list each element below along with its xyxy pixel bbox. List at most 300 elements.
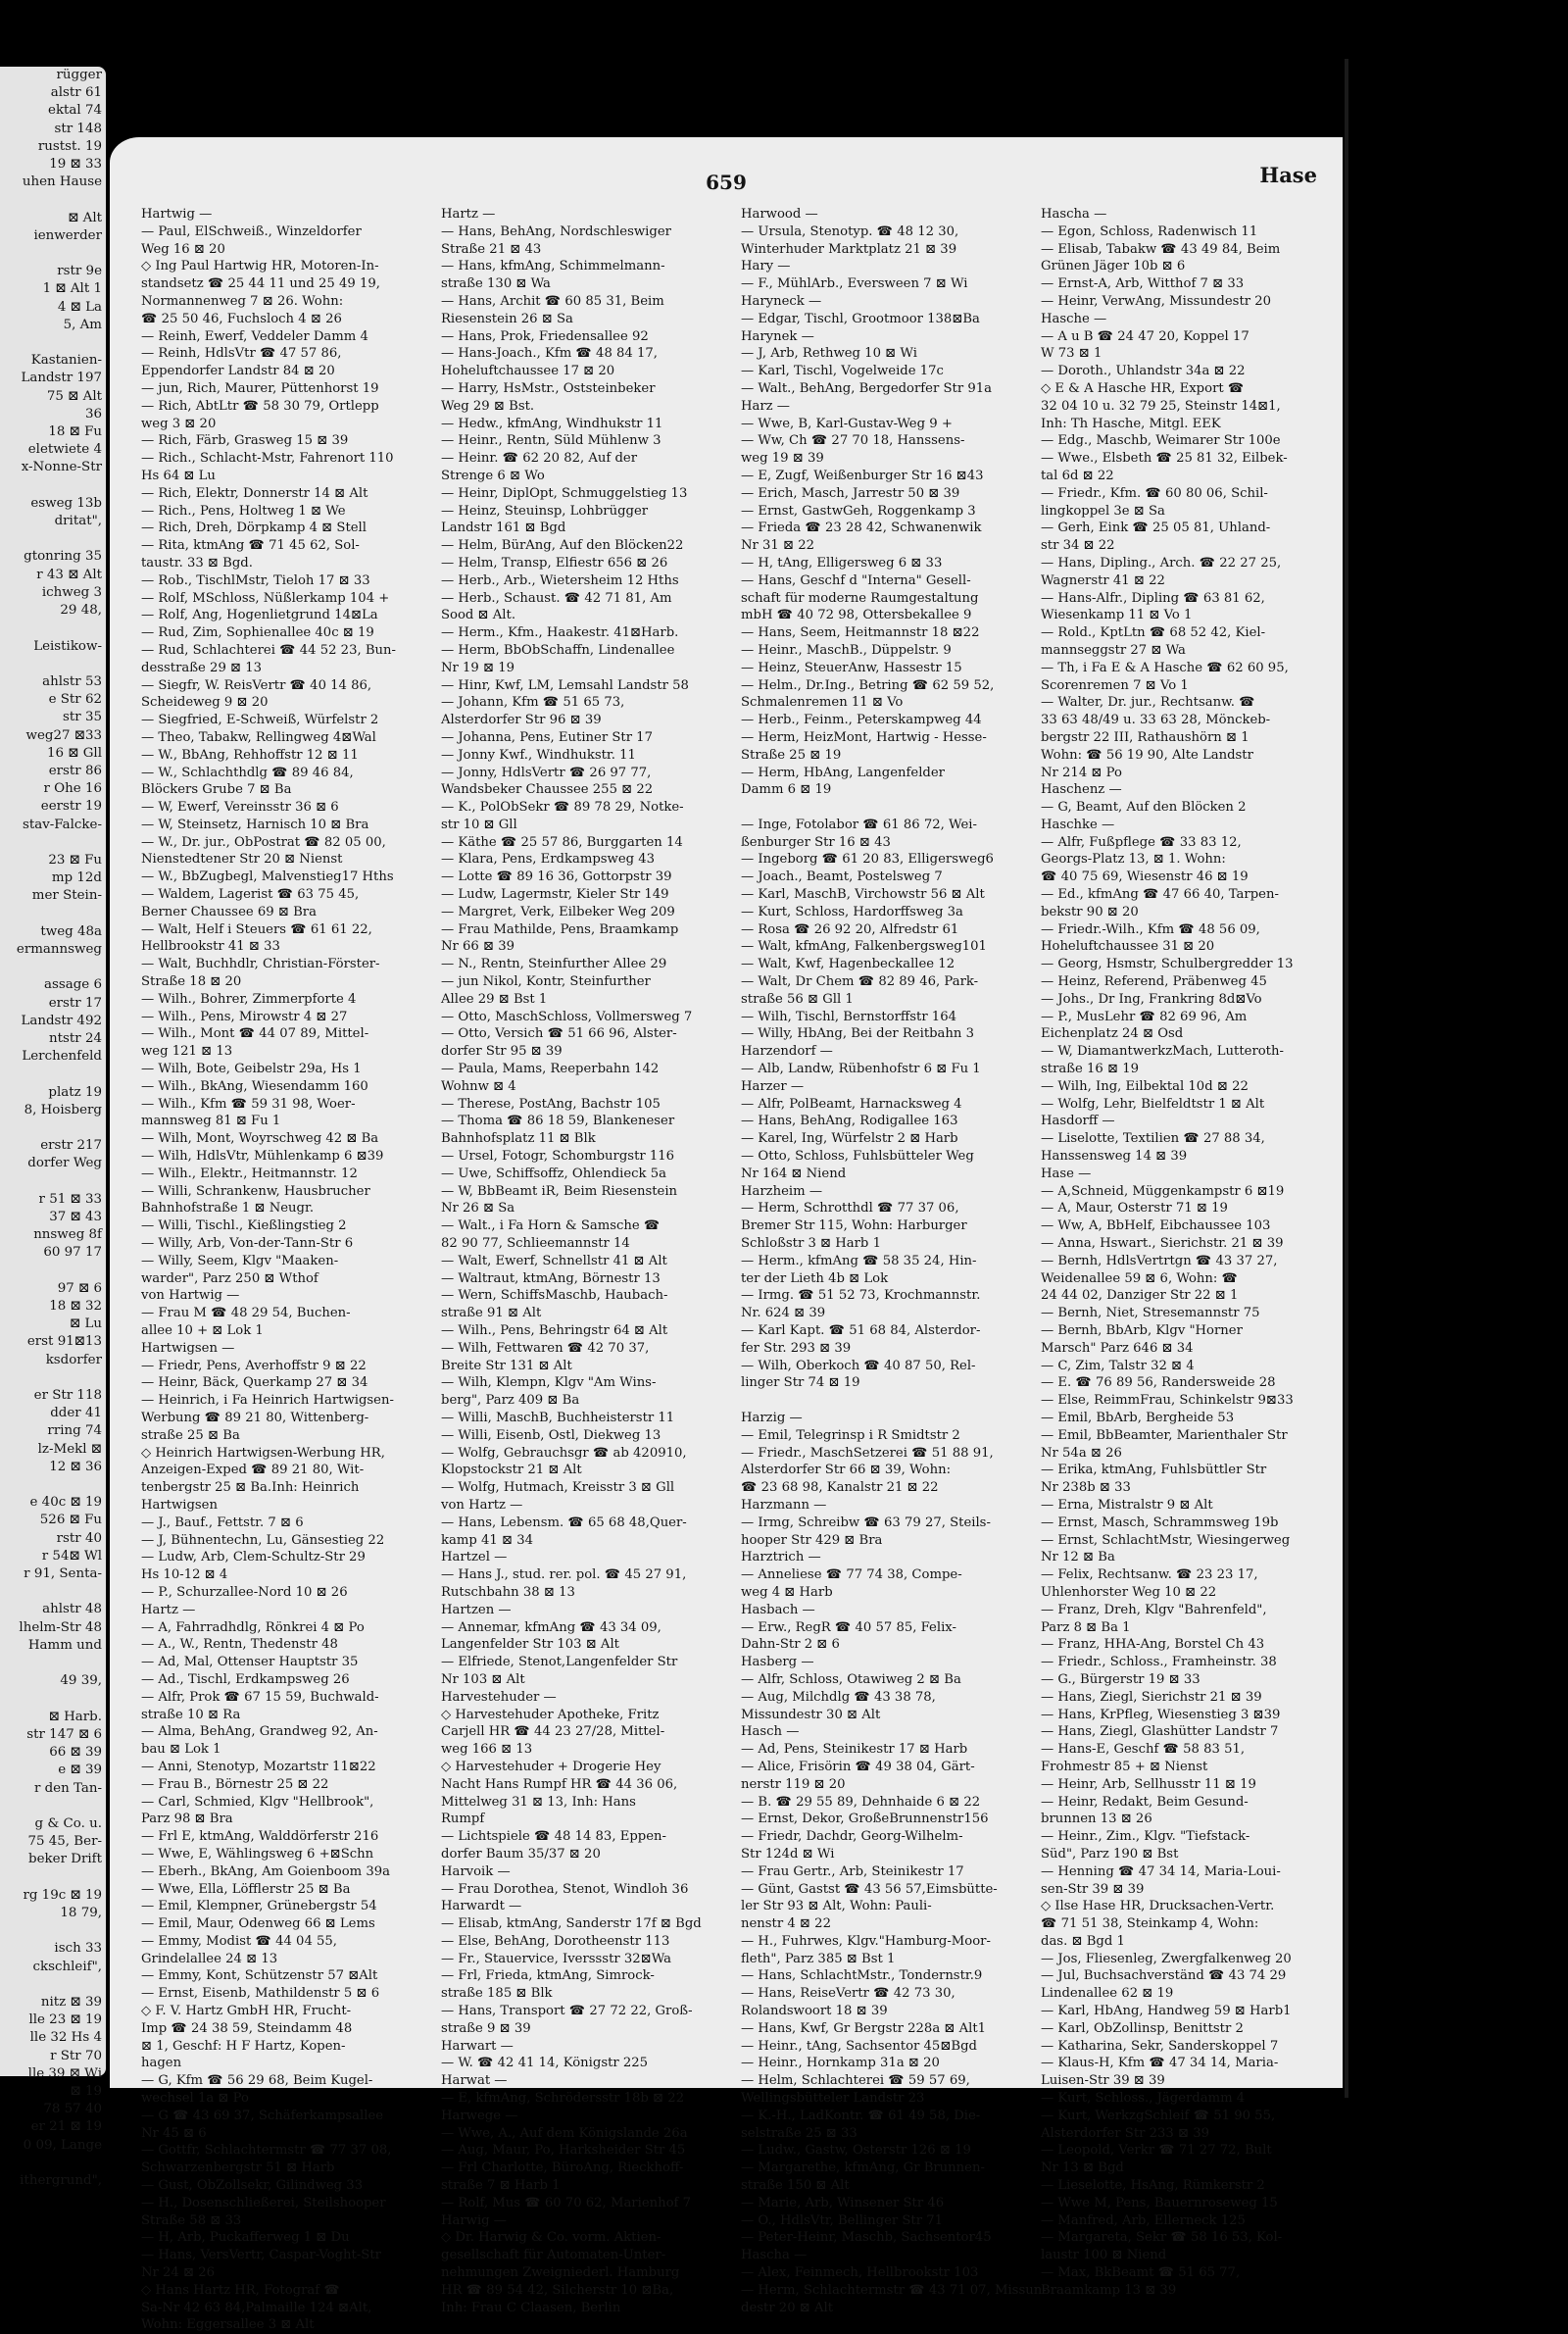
directory-entry-line: Hellbrookstr 41 ⊠ 33 <box>141 939 280 955</box>
left-page-margin <box>0 67 106 2188</box>
column-3 <box>741 206 1047 2315</box>
directory-entry-line: Riesenstein 26 ⊠ Sa <box>441 311 573 326</box>
left-page-fragment: rügger <box>56 68 102 82</box>
directory-entry-line: — Alex, Feinmech, Hellbrookstr 103 <box>741 2265 979 2281</box>
directory-entry-line: nehmungen Zweigniederl. Hamburg <box>441 2265 680 2281</box>
directory-entry-line: Eppendorfer Landstr 84 ⊠ 20 <box>141 364 335 379</box>
left-page-fragment <box>0 1798 106 1815</box>
directory-entry-line: — Ingeborg ☎ 61 20 83, Elligersweg6 <box>741 852 994 868</box>
directory-entry-line: — A u B ☎ 24 47 20, Koppel 17 <box>1041 328 1250 344</box>
left-page-fragment: assage 6 <box>44 977 102 993</box>
directory-entry-line: — Rob., TischlMstr, Tieloh 17 ⊠ 33 <box>141 572 370 588</box>
directory-entry-line: ☎ 71 51 38, Steinkamp 4, Wohn: <box>1041 1916 1259 1932</box>
directory-entry-line: taustr. 33 ⊠ Bgd. <box>141 555 253 571</box>
directory-entry-line: Wohn: ☎ 56 19 90, Alte Landstr <box>1041 747 1253 763</box>
directory-entry-line: Straße 21 ⊠ 43 <box>441 241 542 257</box>
left-page-fragment: 0 09, Lange <box>23 2137 102 2153</box>
directory-entry-line: — Aug, Milchdlg ☎ 43 38 78, <box>741 1689 936 1705</box>
directory-entry-line: — Walt., i Fa Horn & Samsche ☎ <box>441 1218 661 1234</box>
directory-entry-line: — W, Ewerf, Vereinsstr 36 ⊠ 6 <box>141 800 339 816</box>
directory-entry-line: Braamkamp 13 ⊠ 39 <box>1041 2282 1177 2298</box>
directory-entry-line: — Wilh., BkAng, Wiesendamm 160 <box>141 1078 368 1094</box>
directory-entry-line: — Walt, Ewerf, Schnellstr 41 ⊠ Alt <box>441 1253 667 1268</box>
directory-entry-line: — jun Nikol, Kontr, Steinfurther <box>441 974 651 990</box>
directory-entry-line: von Hartz — <box>441 1497 523 1513</box>
left-page-fragment: ⊠ Lu <box>70 1316 102 1332</box>
directory-entry-line: — Walter, Dr. jur., Rechtsanw. ☎ <box>1041 695 1255 711</box>
directory-entry-line: weg 4 ⊠ Harb <box>741 1584 833 1600</box>
directory-entry-line: Marsch" Parz 646 ⊠ 34 <box>1041 1340 1194 1356</box>
directory-entry-line: — Frieda ☎ 23 28 42, Schwanenwik <box>741 521 982 536</box>
directory-entry-line: — Reinh, HdlsVtr ☎ 47 57 86, <box>141 346 342 362</box>
directory-entry-line: — Ad, Pens, Steinikestr 17 ⊠ Harb <box>741 1742 968 1758</box>
left-page-fragment <box>0 1066 106 1083</box>
directory-entry-line: — Th, i Fa E & A Hasche ☎ 62 60 95, <box>1041 660 1289 675</box>
left-page-fragment: weg27 ⊠33 <box>25 727 102 743</box>
directory-entry-line: Mittelweg 31 ⊠ 13, Inh: Hans <box>441 1794 636 1810</box>
directory-entry-line: — A., W., Rentn, Thedenstr 48 <box>141 1637 338 1653</box>
left-page-fragment: Lerchenfeld <box>22 1049 102 1065</box>
left-page-fragment: beker Drift <box>28 1852 102 1867</box>
directory-entry-line: Hartwigsen — <box>141 1340 235 1356</box>
directory-entry-line: — Klaus-H, Kfm ☎ 47 34 14, Maria- <box>1041 2056 1279 2071</box>
directory-entry-line: Hoheluftchaussee 31 ⊠ 20 <box>1041 939 1215 955</box>
left-page-fragment: r 43 ⊠ Alt <box>36 567 102 582</box>
left-page-fragment: 37 ⊠ 43 <box>49 1210 102 1224</box>
directory-entry-line: Landstr 161 ⊠ Bgd <box>441 521 566 536</box>
left-page-fragment: Leistikow- <box>33 638 102 654</box>
directory-entry-line: — Liselotte, Textilien ☎ 27 88 34, <box>1041 1131 1265 1147</box>
directory-entry-line: von Hartwig — <box>141 1288 240 1304</box>
left-page-fragment: lle 39 ⊠ Wi <box>27 2065 102 2081</box>
directory-entry-line: — Willi, Eisenb, Ostl, Diekweg 13 <box>441 1427 662 1443</box>
directory-entry-line: Hase — <box>1041 1166 1092 1181</box>
directory-entry-line: 32 04 10 u. 32 79 25, Steinstr 14⊠1, <box>1041 398 1281 414</box>
left-page-fragment: rg 19c ⊠ 19 <box>23 1887 102 1903</box>
directory-entry-line: — Frau B., Börnestr 25 ⊠ 22 <box>141 1776 329 1792</box>
directory-entry-line: ☎ 23 68 98, Kanalstr 21 ⊠ 22 <box>741 1480 939 1496</box>
directory-entry-line: ◇ F. V. Hartz GmbH HR, Frucht- <box>141 2004 352 2019</box>
left-page-fragment: ⊠ Alt <box>68 210 102 225</box>
directory-entry-line: — Helm., Dr.Ing., Betring ☎ 62 59 52, <box>741 677 995 693</box>
directory-entry-line: — H, tAng, Elligersweg 6 ⊠ 33 <box>741 555 943 571</box>
directory-entry-line: Nr 12 ⊠ Ba <box>1041 1550 1115 1565</box>
directory-entry-line: — Hans, KrPfleg, Wiesenstieg 3 ⊠39 <box>1041 1707 1281 1722</box>
directory-entry-line: straße 7 ⊠ Harb 1 <box>441 2178 561 2194</box>
directory-entry-line: — Egon, Schloss, Radenwisch 11 <box>1041 223 1258 239</box>
directory-entry-line: — Ed., kfmAng ☎ 47 66 40, Tarpen- <box>1041 887 1279 903</box>
directory-entry-line: — Erich, Masch, Jarrestr 50 ⊠ 39 <box>741 485 960 501</box>
directory-entry-line: weg 121 ⊠ 13 <box>141 1044 233 1060</box>
directory-entry-line: weg 166 ⊠ 13 <box>441 1742 533 1758</box>
directory-entry-line: — Ww, A, BbHelf, Eibchaussee 103 <box>1041 1218 1271 1234</box>
directory-entry-line: straße 130 ⊠ Wa <box>441 276 551 292</box>
directory-entry-line: Sood ⊠ Alt. <box>441 608 516 623</box>
directory-entry-line: Harzmann — <box>741 1497 827 1513</box>
directory-entry-line: — Hans, Kwf, Gr Bergstr 228a ⊠ Alt1 <box>741 2020 987 2036</box>
directory-entry-line: — Erika, ktmAng, Fuhlsbüttler Str <box>1041 1463 1267 1478</box>
directory-entry-line: Grindelallee 24 ⊠ 13 <box>141 1951 278 1966</box>
directory-entry-line: Nienstedtener Str 20 ⊠ Nienst <box>141 852 343 868</box>
directory-entry-line: — Erw., RegR ☎ 40 57 85, Felix- <box>741 1619 956 1635</box>
directory-entry-line: — E, Zugf, Weißenburger Str 16 ⊠43 <box>741 468 984 483</box>
directory-entry-line: — Jos, Fliesenleg, Zwergfalkenweg 20 <box>1041 1951 1292 1966</box>
directory-entry-line: — G, Beamt, Auf den Blöcken 2 <box>1041 800 1247 816</box>
directory-entry-line: — Frau Mathilde, Pens, Braamkamp <box>441 921 679 937</box>
directory-entry-line: 33 63 48/49 u. 33 63 28, Mönckeb- <box>1041 713 1271 728</box>
directory-entry-line: ◇ Harvestehuder + Drogerie Hey <box>441 1759 662 1774</box>
directory-entry-line: — Rich., Schlacht-Mstr, Fahrenort 110 <box>141 451 394 467</box>
directory-entry-line: Schloßstr 3 ⊠ Harb 1 <box>741 1236 881 1252</box>
directory-entry-line: — Ernst, SchlachtMstr, Wiesingerweg <box>1041 1532 1291 1548</box>
directory-entry-line: — P., MusLehr ☎ 82 69 96, Am <box>1041 1009 1248 1024</box>
column-1 <box>141 206 427 2333</box>
directory-entry-line: Süd", Parz 190 ⊠ Bst <box>1041 1846 1179 1862</box>
directory-entry-line: — Karl Kapt. ☎ 51 68 84, Alsterdor- <box>741 1323 981 1338</box>
directory-entry-line: Hoheluftchaussee 17 ⊠ 20 <box>441 364 615 379</box>
directory-entry-line: Hascha — <box>741 2248 808 2263</box>
directory-entry-line: W 73 ⊠ 1 <box>1041 346 1102 362</box>
directory-entry-line: — J., Bauf., Fettstr. 7 ⊠ 6 <box>141 1515 304 1530</box>
left-page-fragment <box>0 1922 106 1940</box>
directory-entry-line: — Wilh., Pens, Behringstr 64 ⊠ Alt <box>441 1323 668 1338</box>
directory-entry-line: Rutschbahn 38 ⊠ 13 <box>441 1584 575 1600</box>
directory-entry-line: — Wilh, Bote, Geibelstr 29a, Hs 1 <box>141 1062 362 1077</box>
directory-entry-line: — Peter-Heinr, Maschb, Sachsentor45 <box>741 2230 992 2246</box>
directory-entry-line: Hs 64 ⊠ Lu <box>141 468 216 483</box>
directory-entry-line: — Otto, Schloss, Fuhlsbütteler Weg <box>741 1149 974 1165</box>
left-page-fragment: ahlstr 53 <box>42 673 102 689</box>
directory-entry-line: Harzendorf — <box>741 1044 833 1060</box>
directory-entry-line: — Heinr., MaschB., Düppelstr. 9 <box>741 642 952 658</box>
directory-entry-line: — Hans, ReiseVertr ☎ 42 73 30, <box>741 1986 956 2002</box>
directory-entry-line: desstraße 29 ⊠ 13 <box>141 660 263 675</box>
left-page-fragment: 19 ⊠ 33 <box>49 157 102 173</box>
directory-entry-line: — K., PolObSekr ☎ 89 78 29, Notke- <box>441 800 684 816</box>
directory-entry-line: — Heinr., Hornkamp 31a ⊠ 20 <box>741 2056 940 2071</box>
directory-entry-line: Missundestr 30 ⊠ Alt <box>741 1707 881 1722</box>
directory-entry-line: 82 90 77, Schlieemannstr 14 <box>441 1236 630 1252</box>
directory-entry-line: — Theo, Tabakw, Rellingweg 4⊠Wal <box>141 729 376 745</box>
left-page-fragment: r Ohe 16 <box>43 781 102 797</box>
left-page-fragment: e Str 62 <box>48 692 102 708</box>
column-2 <box>441 206 727 2315</box>
left-page-fragment <box>0 959 106 976</box>
directory-entry-line: Alsterdorfer Str 66 ⊠ 39, Wohn: <box>741 1463 952 1478</box>
directory-entry-line: — Walt, kfmAng, Falkenbergsweg101 <box>741 939 987 955</box>
directory-entry-line: ◇ Ilse Hase HR, Drucksachen-Vertr. <box>1041 1899 1275 1914</box>
left-page-fragment: ⊠ 19 <box>70 2083 102 2099</box>
directory-entry-line: — Herm, BbObSchaffn, Lindenallee <box>441 642 675 658</box>
directory-entry-line: — Rold., KptLtn ☎ 68 52 42, Kiel- <box>1041 625 1266 641</box>
directory-entry-line: — Harry, HsMstr., Oststeinbeker <box>441 380 656 396</box>
directory-entry-line: — Heinz, SteuerAnw, Hassestr 15 <box>741 660 962 675</box>
directory-entry-line: — Hans J., stud. rer. pol. ☎ 45 27 91, <box>441 1567 687 1583</box>
directory-entry-line: mbH ☎ 40 72 98, Ottersbekallee 9 <box>741 608 972 623</box>
directory-entry-line: Wandsbeker Chaussee 255 ⊠ 22 <box>441 782 654 798</box>
directory-entry-line: Lindenallee 62 ⊠ 19 <box>1041 1986 1174 2002</box>
directory-entry-line: — Hans, BehAng, Nordschleswiger <box>441 223 671 239</box>
left-page-fragment: 66 ⊠ 39 <box>49 1745 102 1761</box>
directory-entry-line: — A,Schneid, Müggenkampstr 6 ⊠19 <box>1041 1183 1285 1199</box>
directory-entry-line: straße 25 ⊠ Ba <box>141 1427 240 1443</box>
directory-entry-line: — A, Fahrradhdlg, Rönkrei 4 ⊠ Po <box>141 1619 365 1635</box>
directory-entry-line: — Friedr, Pens, Averhoffstr 9 ⊠ 22 <box>141 1358 367 1373</box>
left-page-fragment: erstr 217 <box>40 1138 102 1154</box>
directory-entry-line: Scheideweg 9 ⊠ 20 <box>141 695 269 711</box>
directory-entry-line: allee 10 + ⊠ Lok 1 <box>141 1323 264 1338</box>
directory-entry-line: Harwig — <box>441 2212 507 2228</box>
directory-entry-line: — Hans, VersVertr, Caspar-Voght-Str <box>141 2248 381 2263</box>
directory-entry-line: — Willi, MaschB, Buchheisterstr 11 <box>441 1410 675 1425</box>
directory-entry-line: Hasberg — <box>741 1655 814 1670</box>
directory-entry-line: gesellschaft für Automaten-Unter- <box>441 2248 666 2263</box>
directory-entry-line: lingkoppel 3e ⊠ Sa <box>1041 503 1165 519</box>
directory-entry-line: hagen <box>141 2056 182 2071</box>
left-page-fragment: ektal 74 <box>48 103 102 119</box>
directory-entry-line: — Ernst, Dekor, GroßeBrunnenstr156 <box>741 1812 989 1827</box>
directory-entry-line: — Frl, Frieda, ktmAng, Simrock- <box>441 1968 655 1984</box>
left-page-fragment: 78 57 40 <box>43 2102 102 2117</box>
directory-entry-line: Langenfelder Str 103 ⊠ Alt <box>441 1637 619 1653</box>
directory-entry-line: — Thoma ☎ 86 18 59, Blankeneser <box>441 1114 675 1129</box>
directory-entry-line: — Ursel, Fotogr, Schomburgstr 116 <box>441 1149 675 1165</box>
directory-entry-line: — C, Zim, Talstr 32 ⊠ 4 <box>1041 1358 1195 1373</box>
directory-entry-line: ⊠ 1, Geschf: H F Hartz, Kopen- <box>141 2038 346 2054</box>
left-page-fragment <box>0 1869 106 1887</box>
directory-entry-line: schaft für moderne Raumgestaltung <box>741 590 979 606</box>
directory-entry-line: — Gerh, Eink ☎ 25 05 81, Uhland- <box>1041 521 1271 536</box>
directory-entry-line: — Henning ☎ 47 34 14, Maria-Loui- <box>1041 1863 1281 1879</box>
directory-entry-line: — Erna, Mistralstr 9 ⊠ Alt <box>1041 1497 1213 1513</box>
directory-entry-line: — G, Kfm ☎ 56 29 68, Beim Kugel- <box>141 2073 373 2089</box>
directory-entry-line: — Wwe, Ella, Löfflerstr 25 ⊠ Ba <box>141 1881 351 1897</box>
directory-entry-line: — Emil, Maur, Odenweg 66 ⊠ Lems <box>141 1916 375 1932</box>
directory-entry-line: — Ludw., Gastw, Osterstr 126 ⊠ 19 <box>741 2143 971 2159</box>
directory-entry-line: — Hans-E, Geschf ☎ 58 83 51, <box>1041 1742 1246 1758</box>
directory-entry-line: Imp ☎ 24 38 59, Steindamm 48 <box>141 2020 353 2036</box>
directory-entry-line: Haschenz — <box>1041 782 1122 798</box>
left-page-fragment: 97 ⊠ 6 <box>57 1280 102 1296</box>
directory-entry-line: — Heinr., Rentn, Süld Mühlenw 3 <box>441 433 662 449</box>
column-4 <box>1041 206 1327 2298</box>
directory-entry-line: ☎ 40 75 69, Wiesenstr 46 ⊠ 19 <box>1041 869 1249 885</box>
directory-entry-line: Nr 66 ⊠ 39 <box>441 939 515 955</box>
directory-entry-line: Harwart — <box>441 2038 514 2054</box>
directory-entry-line: — Ernst-A, Arb, Witthof 7 ⊠ 33 <box>1041 276 1245 292</box>
directory-entry-line: — Karl, Tischl, Vogelweide 17c <box>741 364 944 379</box>
directory-entry-line: Inh: Frau C Claasen, Berlin <box>441 2300 621 2315</box>
directory-entry-line: Hanssensweg 14 ⊠ 39 <box>1041 1149 1188 1165</box>
directory-entry-line: Harzig — <box>741 1410 803 1425</box>
left-page-fragment: gtonring 35 <box>24 549 102 565</box>
left-page-fragment <box>0 1655 106 1672</box>
directory-entry-line: — Alma, BehAng, Grandweg 92, An- <box>141 1724 378 1740</box>
directory-entry-line: ter der Lieth 4b ⊠ Lok <box>741 1270 889 1286</box>
left-page-fragment: Landstr 197 <box>21 371 102 386</box>
left-page-fragment: 1 ⊠ Alt 1 <box>42 281 102 297</box>
left-page-fragment: ⊠ Harb. <box>48 1709 102 1724</box>
directory-entry-line: Nr 19 ⊠ 19 <box>441 660 515 675</box>
left-page-fragment: ermannsweg <box>16 941 102 957</box>
directory-entry-line: ◇ Heinrich Hartwigsen-Werbung HR, <box>141 1445 385 1461</box>
directory-entry-line: linger Str 74 ⊠ 19 <box>741 1375 860 1391</box>
directory-entry-line: Harz — <box>741 398 790 414</box>
directory-entry-line: — Johs., Dr Ing, Frankring 8d⊠Vo <box>1041 991 1262 1007</box>
left-page-fragment: dritat", <box>54 514 102 529</box>
directory-entry-line: — Heinr, Bäck, Querkamp 27 ⊠ 34 <box>141 1375 368 1391</box>
directory-entry-line: HR ☎ 89 54 42, Silcherstr 10 ⊠Ba, <box>441 2282 674 2298</box>
directory-entry-line: — Ernst, Eisenb, Mathildenstr 5 ⊠ 6 <box>141 1986 380 2002</box>
left-page-fragment <box>0 1690 106 1708</box>
directory-entry-line: Hartz — <box>441 207 496 222</box>
directory-entry-line: — Wwe M, Pens, Bauernroseweg 15 <box>1041 2195 1278 2210</box>
directory-entry-line: — Paula, Mams, Reeperbahn 142 <box>441 1062 660 1077</box>
left-page-fragment: 60 97 17 <box>43 1245 102 1261</box>
directory-entry-line: Eichenplatz 24 ⊠ Osd <box>1041 1026 1184 1042</box>
directory-entry-line: — Lichtspiele ☎ 48 14 83, Eppen- <box>441 1829 666 1845</box>
directory-entry-line: — H, Arb, Puckafferweg 1 ⊠ Du <box>141 2230 350 2246</box>
left-page-fragment <box>0 334 106 352</box>
left-page-fragment: e 40c ⊠ 19 <box>29 1495 102 1511</box>
directory-entry-line: — Rosa ☎ 26 92 20, Alfredstr 61 <box>741 921 959 937</box>
left-page-fragment: x-Nonne-Str <box>21 460 102 475</box>
directory-entry-line: — Frau Gertr., Arb, Steinikestr 17 <box>741 1863 964 1879</box>
directory-entry-line: — W, Steinsetz, Harnisch 10 ⊠ Bra <box>141 817 369 832</box>
directory-entry-line: — Jonny, HdlsVertr ☎ 26 97 77, <box>441 765 652 780</box>
left-page-fragment: nitz ⊠ 39 <box>40 1994 102 2010</box>
directory-entry-line: Inh: Th Hasche, Mitgl. EEK <box>1041 416 1221 431</box>
directory-entry-line: — Hedw., kfmAng, Windhukstr 11 <box>441 416 663 431</box>
directory-entry-line: — Jul, Buchsachverständ ☎ 43 74 29 <box>1041 1968 1287 1984</box>
directory-entry-line: — Hans, Lebensm. ☎ 65 68 48,Quer- <box>441 1515 687 1530</box>
directory-entry-line: — Helm, Transp, Elfiestr 656 ⊠ 26 <box>441 555 668 571</box>
directory-entry-line: Sa-Nr 42 63 84,Palmaille 124 ⊠Alt, <box>141 2300 372 2315</box>
directory-entry-line: Nacht Hans Rumpf HR ☎ 44 36 06, <box>441 1776 678 1792</box>
directory-entry-line: — Emil, BbArb, Bergheide 53 <box>1041 1410 1235 1425</box>
directory-entry-line: — Hans, Ziegl, Glashütter Landstr 7 <box>1041 1724 1279 1740</box>
left-page-fragment: ckschleif", <box>32 1959 102 1974</box>
directory-entry-line: — Hans, Dipling., Arch. ☎ 22 27 25, <box>1041 555 1282 571</box>
directory-entry-line: — Wilh, Fettwaren ☎ 42 70 37, <box>441 1340 650 1356</box>
left-page-fragment: str 148 <box>54 121 102 136</box>
directory-entry-line: — E. ☎ 76 89 56, Randersweide 28 <box>1041 1375 1276 1391</box>
directory-entry-line: nerstr 119 ⊠ 20 <box>741 1776 846 1792</box>
directory-entry-line: — Wilh., Elektr., Heitmannstr. 12 <box>141 1166 358 1181</box>
left-page-fragment <box>0 191 106 209</box>
directory-entry-line: Harvestehuder — <box>441 1689 557 1705</box>
directory-entry-line: — Alice, Frisörin ☎ 49 38 04, Gärt- <box>741 1759 975 1774</box>
directory-entry-line: — Heinz, Steuinsp, Lohbrügger <box>441 503 649 519</box>
directory-entry-line: — Rud, Schlachterei ☎ 44 52 23, Bun- <box>141 642 396 658</box>
directory-entry-line: — Frl Charlotte, BüroAng, Rieckhoff- <box>441 2160 684 2176</box>
left-page-fragment: rustst. 19 <box>37 138 102 154</box>
left-page-fragment: 526 ⊠ Fu <box>39 1513 102 1528</box>
left-page-fragment: lle 23 ⊠ 19 <box>28 2012 102 2028</box>
right-page <box>110 137 1343 2333</box>
directory-entry-line: Harwardt — <box>441 1899 522 1914</box>
directory-entry-line: — P., Schurzallee-Nord 10 ⊠ 26 <box>141 1584 348 1600</box>
directory-entry-line: bau ⊠ Lok 1 <box>141 1742 221 1758</box>
directory-entry-line: Harvoik — <box>441 1863 511 1879</box>
directory-entry-line: — Reinh, Ewerf, Veddeler Damm 4 <box>141 328 368 344</box>
directory-entry-line: — Manfred, Arb, Ellerneck 125 <box>1041 2212 1246 2228</box>
left-page-fragment <box>0 834 106 852</box>
left-page-fragment <box>0 1976 106 1994</box>
directory-entry-line: ßenburger Str 16 ⊠ 43 <box>741 834 891 850</box>
directory-entry-line: — Wolfg, Gebrauchsgr ☎ ab 420910, <box>441 1445 687 1461</box>
directory-entry-line: Normannenweg 7 ⊠ 26. Wohn: <box>141 293 344 309</box>
directory-entry-line: Hasdorff — <box>1041 1114 1115 1129</box>
directory-entry-line: destr 20 ⊠ Alt <box>741 2300 834 2315</box>
directory-entry-line: — Heinr. ☎ 62 20 82, Auf der <box>441 451 638 467</box>
directory-entry-line: — Wilh, Oberkoch ☎ 40 87 50, Rel- <box>741 1358 976 1373</box>
directory-entry-line: — Elisab, ktmAng, Sanderstr 17f ⊠ Bgd <box>441 1916 702 1932</box>
directory-entry-line: kamp 41 ⊠ 34 <box>441 1532 533 1548</box>
directory-entry-line: mannsweg 81 ⊠ Fu 1 <box>141 1114 281 1129</box>
directory-entry-line: Frohmestr 85 + ⊠ Nienst <box>1041 1759 1208 1774</box>
left-page-fragment <box>0 477 106 495</box>
directory-entry-line: ◇ Hans Hartz HR, Fotograf ☎ <box>141 2282 340 2298</box>
directory-entry-line: — K.-H., LadKontr. ☎ 61 49 58, Die- <box>741 2108 981 2123</box>
directory-entry-line: — Margret, Verk, Eilbeker Weg 209 <box>441 904 675 919</box>
directory-entry-line: Harztrich — <box>741 1550 821 1565</box>
left-page-fragment: 18 79, <box>60 1905 102 1920</box>
left-page-fragment: 75 ⊠ Alt <box>46 388 102 404</box>
directory-entry-line: — Rolf, Mus ☎ 60 70 62, Marienhof 7 <box>441 2195 692 2210</box>
directory-entry-line <box>741 799 1027 817</box>
directory-entry-line: Grünen Jäger 10b ⊠ 6 <box>1041 259 1186 274</box>
directory-entry-line: — Ernst, GastwGeh, Roggenkamp 3 <box>741 503 976 519</box>
directory-entry-line: dorfer Str 95 ⊠ 39 <box>441 1044 563 1060</box>
directory-entry-line: Hartwig — <box>141 207 213 222</box>
directory-entry-line: — W., BbAng, Rehhoffstr 12 ⊠ 11 <box>141 747 359 763</box>
left-page-fragment: lz-Mekl ⊠ <box>37 1441 102 1457</box>
directory-entry-line: — Leopold, Verkr ☎ 71 27 72, Bult <box>1041 2143 1272 2159</box>
directory-entry-line: — Johann, Kfm ☎ 51 65 73, <box>441 695 625 711</box>
directory-entry-line: — Herb., Arb., Wietersheim 12 Hths <box>441 572 679 588</box>
directory-entry-line: — Karl, MaschB, Virchowstr 56 ⊠ Alt <box>741 887 985 903</box>
directory-entry-line: — Wilh, Mont, Woyrschweg 42 ⊠ Ba <box>141 1131 379 1147</box>
directory-entry-line: Breite Str 131 ⊠ Alt <box>441 1358 572 1373</box>
directory-entry-line: — Käthe ☎ 25 57 86, Burggarten 14 <box>441 834 683 850</box>
left-page-fragment: 18 ⊠ 32 <box>49 1299 102 1315</box>
directory-entry-line: Schmalenremen 11 ⊠ Vo <box>741 695 904 711</box>
directory-entry-line: nenstr 4 ⊠ 22 <box>741 1916 831 1932</box>
left-page-fragment: r den Tan- <box>33 1780 102 1796</box>
directory-entry-line: — B. ☎ 29 55 89, Dehnhaide 6 ⊠ 22 <box>741 1794 981 1810</box>
directory-entry-line: Damm 6 ⊠ 19 <box>741 782 832 798</box>
directory-entry-line: — Heinr., tAng, Sachsentor 45⊠Bgd <box>741 2038 977 2054</box>
directory-entry-line: — Rich, Elektr, Donnerstr 14 ⊠ Alt <box>141 485 368 501</box>
left-page-fragment: g & Co. u. <box>34 1815 102 1831</box>
directory-entry-line: — Else, BehAng, Dorotheenstr 113 <box>441 1933 670 1949</box>
directory-entry-line: Weg 16 ⊠ 20 <box>141 241 225 257</box>
left-page-fragment: esweg 13b <box>30 495 102 511</box>
directory-entry-line: Alsterdorfer Str 96 ⊠ 39 <box>441 713 602 728</box>
directory-entry-line: — W, BbBeamt iR, Beim Riesenstein <box>441 1183 678 1199</box>
left-page-fragment <box>0 1119 106 1137</box>
directory-entry-line: — Wilh., Kfm ☎ 59 31 98, Woer- <box>141 1096 356 1112</box>
directory-entry-line: — Annemar, kfmAng ☎ 43 34 09, <box>441 1619 662 1635</box>
directory-entry-line: — Wilh, Ing, Eilbektal 10d ⊠ 22 <box>1041 1078 1249 1094</box>
directory-entry-line: Harzer — <box>741 1078 805 1094</box>
directory-entry-line: — Wwe, B, Karl-Gustav-Weg 9 + <box>741 416 953 431</box>
left-page-fragment: 23 ⊠ Fu <box>48 852 102 868</box>
left-page-fragment: r 54⊠ Wl <box>41 1548 102 1564</box>
directory-entry-line: — W, DiamantwerkzMach, Lutteroth- <box>1041 1044 1284 1060</box>
directory-entry-line: Carjell HR ☎ 44 23 27/28, Mittel- <box>441 1724 665 1740</box>
